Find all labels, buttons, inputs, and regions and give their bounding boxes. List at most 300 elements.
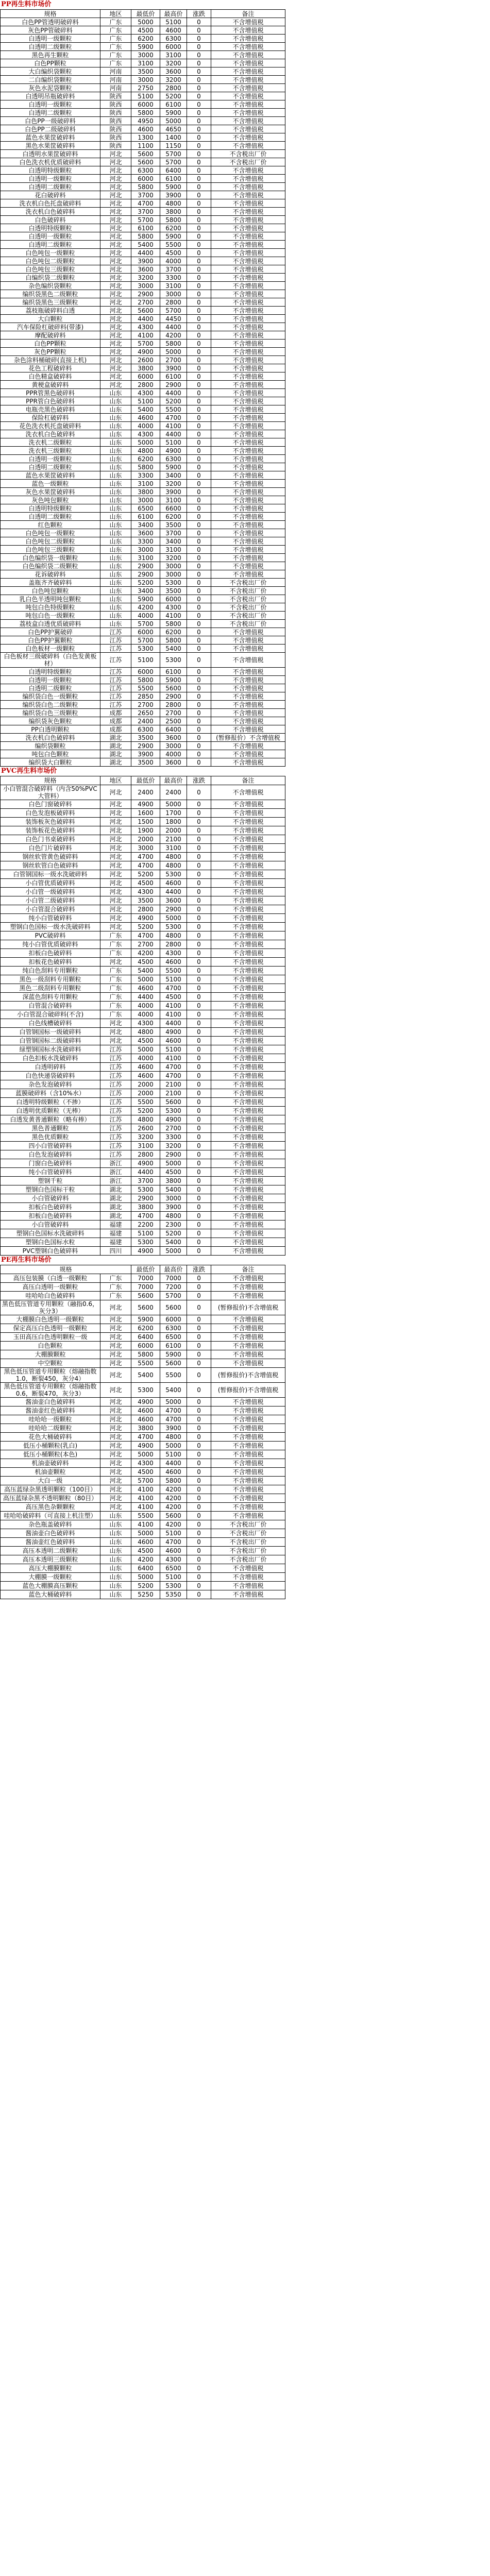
pp-cell: 0 [187,529,211,537]
pvc-cell: 0 [187,785,211,800]
pp-cell: 0 [187,628,211,636]
pp-cell: 二白编织袋颗粒 [1,76,100,84]
pp-cell: 5500 [160,405,187,414]
pp-cell: 0 [187,463,211,471]
pe-cell: 不含增值税 [211,1450,285,1459]
pp-cell: 山东 [100,546,131,554]
pvc-cell: 广东 [100,967,131,975]
pe-cell: 不含增值税 [211,1415,285,1424]
pp-table-row [1,587,285,595]
pvc-cell: 0 [187,923,211,931]
pp-cell: 0 [187,422,211,430]
pvc-cell: 0 [187,861,211,870]
pe-cell: 5100 [160,1450,187,1459]
pvc-table-row [1,949,285,958]
pp-table-row [1,579,285,587]
pe-cell: 5000 [160,1398,187,1406]
pvc-cell: 小白管混合破碎料(不含) [1,1010,100,1019]
pp-cell: 洗衣机白色破碎料 [1,208,100,216]
pp-cell: 河北 [100,331,131,340]
pp-cell: 4400 [160,389,187,397]
pp-cell: 黑色再生颗粒 [1,51,100,59]
pvc-table-row [1,1115,285,1124]
pvc-cell: 不含增值税 [211,1089,285,1098]
pe-table-body [1,1274,285,1599]
pe-section-title: PE再生料市场价 [1,1256,52,1264]
pp-table-row [1,455,285,463]
pvc-cell: 四川 [100,1247,131,1256]
pp-cell: 大白颗粒 [1,315,100,323]
pp-cell: 3200 [131,274,160,282]
pp-cell: 河北 [100,348,131,356]
pvc-cell: 不含增值税 [211,1019,285,1028]
pp-cell: 4000 [131,422,160,430]
pe-table-row [1,1529,285,1538]
pp-cell: 白色编织袋二级颗粒 [1,562,100,570]
pp-cell: 河北 [100,183,131,191]
pvc-cell: 河北 [100,835,131,844]
pvc-cell: 0 [187,870,211,879]
pvc-cell: 0 [187,1133,211,1142]
pvc-cell: 白色扣板水洗破碎料 [1,1054,100,1063]
pp-cell: 灰色PP颗粒 [1,348,100,356]
pp-cell: 3300 [160,274,187,282]
pvc-cell: 不含增值税 [211,896,285,905]
pp-cell: 河北 [100,191,131,199]
pp-cell: 山东 [100,529,131,537]
pp-cell: 4400 [160,323,187,331]
pe-cell: 山东 [100,1582,131,1590]
pp-cell: 0 [187,405,211,414]
pp-cell: 0 [187,603,211,612]
pvc-cell: 3300 [160,1133,187,1142]
pp-table-row [1,43,285,51]
pe-cell: 5300 [160,1582,187,1590]
pp-cell: 0 [187,290,211,298]
pp-cell: 不含增值税 [211,668,285,676]
pp-cell: 黑色水果筐破碎料 [1,142,100,150]
pvc-cell: 不含增值税 [211,1247,285,1256]
pp-cell: 河北 [100,232,131,241]
pp-cell: 河北 [100,290,131,298]
pp-cell: 河北 [100,364,131,372]
pe-table-row [1,1424,285,1433]
pe-cell: 5900 [131,1315,160,1324]
pvc-table-row [1,1177,285,1185]
pvc-cell: 白色门书桌破碎料 [1,835,100,844]
pp-cell: 0 [187,35,211,43]
pp-cell: 6300 [160,455,187,463]
pvc-cell: 3500 [131,896,160,905]
pp-cell: 5800 [160,620,187,628]
pe-cell: 4900 [131,1398,160,1406]
pe-table-row [1,1383,285,1398]
pvc-header-cell: 最低价 [131,776,160,785]
pp-cell: 3000 [131,51,160,59]
pvc-cell: 0 [187,1054,211,1063]
pp-cell: 山东 [100,463,131,471]
pp-cell: 0 [187,150,211,158]
pp-cell: 4300 [160,603,187,612]
pe-cell: 哇哈哈二级颗粒 [1,1424,100,1433]
pp-table-row [1,340,285,348]
pvc-table-row [1,809,285,818]
pp-cell: 陕西 [100,100,131,109]
pvc-cell: 0 [187,949,211,958]
pp-cell: 不含增值税 [211,438,285,447]
pvc-cell: 0 [187,1212,211,1221]
pvc-cell: 广东 [100,993,131,1002]
pp-cell: 不含增值税 [211,529,285,537]
pp-cell: 5700 [160,307,187,315]
pp-table-row [1,513,285,521]
pvc-cell: 不含增值税 [211,835,285,844]
pp-cell: 3700 [160,529,187,537]
pe-cell: 5200 [131,1582,160,1590]
pp-cell: 4600 [160,26,187,35]
pe-cell: 不含增值税 [211,1590,285,1599]
pp-cell: 0 [187,562,211,570]
pp-cell: 不含增值税 [211,290,285,298]
pe-table-row [1,1538,285,1547]
pp-cell: 0 [187,717,211,725]
pp-cell: 4000 [131,612,160,620]
pe-cell: 山东 [100,1590,131,1599]
pvc-cell: 4000 [131,1054,160,1063]
pvc-table-row [1,870,285,879]
pp-cell: 不含增值税 [211,232,285,241]
pvc-table-row [1,940,285,949]
pe-cell: 不含增值税 [211,1564,285,1573]
pe-cell: 4700 [160,1406,187,1415]
pe-cell: 河北 [100,1433,131,1442]
pp-cell: 2900 [160,692,187,701]
pvc-cell: 塑钢白色国标干粒 [1,1185,100,1194]
pvc-cell: 白色快递袋破碎料 [1,1072,100,1080]
pp-cell: 5100 [131,653,160,668]
pvc-cell: 5400 [131,967,160,975]
pp-table-row [1,307,285,315]
pe-header-cell: 规格 [1,1265,131,1274]
pp-cell: 不含增值税 [211,676,285,684]
pp-table-row [1,734,285,742]
pe-cell: 0 [187,1590,211,1599]
pvc-cell: 不含增值税 [211,818,285,826]
pvc-cell: 3100 [160,844,187,853]
pvc-cell: 5200 [131,870,160,879]
pp-cell: 3500 [131,734,160,742]
pp-cell: 3600 [160,758,187,767]
pp-cell: 白色PP一级破碎料 [1,117,100,125]
pvc-cell: 扣板花色破碎料 [1,958,100,967]
pp-cell: 陕西 [100,142,131,150]
pe-cell: 广东 [100,1274,131,1283]
pp-cell: 花诉破碎料 [1,570,100,579]
pe-cell: 山东 [100,1573,131,1582]
pp-cell: 0 [187,709,211,717]
pvc-cell: 河北 [100,1019,131,1028]
pe-table-row [1,1433,285,1442]
pp-cell: 不含增值税 [211,323,285,331]
pvc-cell: 河北 [100,809,131,818]
pe-cell: 不含税出厂价 [211,1547,285,1555]
pe-cell: 不含增值税 [211,1433,285,1442]
pvc-cell: 5000 [160,1159,187,1168]
pe-cell: 0 [187,1494,211,1503]
pp-cell: 不含增值税 [211,554,285,562]
pp-table-row [1,488,285,496]
pvc-cell: 江苏 [100,1107,131,1115]
pvc-cell: 不含增值税 [211,1107,285,1115]
pvc-cell: 4500 [160,1168,187,1177]
pp-cell: 2850 [131,692,160,701]
pp-cell: 0 [187,265,211,274]
pp-cell: 0 [187,158,211,166]
pe-cell: 0 [187,1582,211,1590]
pp-cell: 2800 [160,701,187,709]
pvc-cell: 5100 [131,1229,160,1238]
pvc-cell: 河北 [100,1028,131,1037]
pp-cell: 白透明二级颗粒 [1,43,100,51]
pvc-table-row [1,975,285,984]
pe-table-row [1,1274,285,1283]
pvc-header-row [1,776,285,785]
pp-table-row [1,521,285,529]
pp-cell: 江苏 [100,701,131,709]
pvc-cell: 5200 [131,923,160,931]
pe-cell: 黑色低压管道专用颗粒（熔融指数1.0，断裂450，灰分4） [1,1368,100,1383]
pvc-cell: 不含增值税 [211,1072,285,1080]
pvc-cell: 0 [187,1045,211,1054]
pp-cell: 6100 [160,668,187,676]
pvc-cell: 黑色普通颗粒 [1,1124,100,1133]
pp-cell: 不含增值税 [211,340,285,348]
pe-cell: 不含增值税 [211,1292,285,1300]
pvc-cell: 0 [187,1194,211,1203]
pvc-cell: 湖北 [100,1212,131,1221]
pp-cell: 5700 [160,158,187,166]
pp-cell: 编织袋黑色三级颗粒 [1,298,100,307]
pp-cell: 不含增值税 [211,100,285,109]
pp-cell: 5700 [131,636,160,645]
pp-cell: 河北 [100,175,131,183]
pp-cell: 白色PP颗粒 [1,59,100,67]
pp-cell: 河北 [100,381,131,389]
pp-cell: 2900 [131,742,160,750]
pvc-cell: 4900 [131,800,160,809]
pp-cell: 6000 [131,372,160,381]
pe-table-row [1,1555,285,1564]
pp-table-row [1,84,285,92]
pp-cell: 0 [187,323,211,331]
pp-cell: 白色PP颗粒 [1,340,100,348]
pp-cell: 不含税出厂价 [211,158,285,166]
pe-cell: 河北 [100,1424,131,1433]
pp-cell: 不含增值税 [211,480,285,488]
pp-cell: 不含增值税 [211,521,285,529]
pvc-cell: 福建 [100,1238,131,1247]
pp-cell: 0 [187,521,211,529]
pp-cell: 6000 [131,628,160,636]
pp-table-row [1,628,285,636]
pp-cell: 4200 [131,603,160,612]
pp-table-row [1,158,285,166]
pvc-cell: 不含增值税 [211,1133,285,1142]
pe-table-row [1,1300,285,1315]
pe-cell: 4700 [160,1538,187,1547]
pe-table-row [1,1450,285,1459]
pp-cell: 0 [187,504,211,513]
pp-cell: 1100 [131,142,160,150]
pvc-cell: 4800 [160,861,187,870]
pe-cell: 0 [187,1424,211,1433]
pp-cell: 白透明二级颗粒 [1,109,100,117]
pp-table-row [1,372,285,381]
pp-cell: 白透明一级颗粒 [1,35,100,43]
pp-cell: 0 [187,513,211,521]
pe-cell: 河北 [100,1485,131,1494]
pp-cell: 白色PP护翼颗粒 [1,636,100,645]
pvc-cell: 0 [187,1185,211,1194]
pp-cell: 山东 [100,570,131,579]
pp-header-cell: 涨跌 [187,10,211,18]
pe-cell: (暂修报价)不含增值税 [211,1383,285,1398]
pvc-cell: 不含增值税 [211,1115,285,1124]
pp-cell: 4300 [131,389,160,397]
pp-cell: 不含增值税 [211,546,285,554]
pp-cell: 5300 [160,579,187,587]
pp-cell: 不含增值税 [211,570,285,579]
pvc-cell: 0 [187,1019,211,1028]
pvc-table-row [1,1028,285,1037]
pp-cell: 不含增值税 [211,191,285,199]
pvc-cell: 钢丝软管白色破碎料 [1,861,100,870]
pvc-cell: 3700 [131,1177,160,1185]
pp-table-row [1,76,285,84]
pp-cell: 花白破碎料 [1,191,100,199]
pp-cell: 0 [187,125,211,133]
pp-header-cell: 地区 [100,10,131,18]
pp-table-row [1,26,285,35]
pvc-cell: 不含增值税 [211,1142,285,1150]
pe-cell: 5600 [131,1292,160,1300]
pe-cell: 5600 [131,1300,160,1315]
pp-cell: 河北 [100,166,131,175]
pp-cell: 广东 [100,59,131,67]
pvc-header-cell: 最高价 [160,776,187,785]
pp-table-row [1,92,285,100]
pp-table-row [1,422,285,430]
pp-cell: 白色编织袋一级颗粒 [1,554,100,562]
pvc-cell: 4800 [160,853,187,861]
pp-cell: 5800 [160,216,187,224]
pp-cell: 摩配破碎料 [1,331,100,340]
pvc-table-row [1,1194,285,1203]
pe-cell: 高压蓝绿杂黑不透明颗粒（80目） [1,1494,100,1503]
pe-cell: 不含税出厂价 [211,1555,285,1564]
pp-cell: 0 [187,298,211,307]
pp-table-row [1,397,285,405]
pe-cell: 6400 [131,1333,160,1342]
pp-cell: 不含增值税 [211,18,285,26]
pe-cell: 4300 [160,1555,187,1564]
pvc-cell: 白色线槽破碎料 [1,1019,100,1028]
pp-cell: 0 [187,208,211,216]
pp-cell: 5900 [160,109,187,117]
pe-cell: 河北 [100,1477,131,1485]
pvc-cell: 江苏 [100,1063,131,1072]
pp-table-row [1,323,285,331]
pp-cell: 不含增值税 [211,117,285,125]
pvc-cell: 0 [187,853,211,861]
pp-table-row [1,224,285,232]
pe-cell: 河北 [100,1300,131,1315]
pvc-cell: 深蓝色刮料专用颗粒 [1,993,100,1002]
pp-table-row [1,381,285,389]
pp-cell: 不含增值税 [211,67,285,76]
pe-cell: 不含增值税 [211,1582,285,1590]
pe-cell: 0 [187,1512,211,1520]
pvc-cell: 5000 [131,975,160,984]
pe-cell: 酱油壶白色破碎料 [1,1398,100,1406]
pp-header-cell: 规格 [1,10,100,18]
pp-cell: 灰色水泥袋颗粒 [1,84,100,92]
pvc-cell: 江苏 [100,1080,131,1089]
pvc-table-row [1,1212,285,1221]
pe-cell: 河北 [100,1368,131,1383]
pp-cell: 2900 [131,290,160,298]
pp-cell: 4400 [131,249,160,257]
pp-cell: 不含增值税 [211,26,285,35]
pvc-cell: 河北 [100,826,131,835]
pp-cell: 不含增值税 [211,356,285,364]
pvc-cell: 4400 [131,993,160,1002]
pp-cell: 不含税出厂价 [211,150,285,158]
pvc-cell: 2000 [131,1089,160,1098]
pp-cell: 3000 [131,76,160,84]
pp-cell: 0 [187,579,211,587]
pvc-cell: 河北 [100,914,131,923]
pe-cell: 4600 [131,1538,160,1547]
pp-cell: 6200 [160,628,187,636]
pp-cell: 5200 [131,579,160,587]
pe-cell: 0 [187,1564,211,1573]
pp-cell: 5800 [131,232,160,241]
pp-cell: 不含增值税 [211,447,285,455]
pvc-table-row [1,1142,285,1150]
pvc-cell: 0 [187,1098,211,1107]
pvc-cell: 2100 [160,1089,187,1098]
pe-cell: 不含增值税 [211,1477,285,1485]
pe-cell: 4200 [160,1485,187,1494]
pvc-table-row [1,1185,285,1194]
pvc-cell: 0 [187,1221,211,1229]
pe-table-row [1,1582,285,1590]
pvc-cell: 杂色发泡破碎料 [1,1080,100,1089]
pe-cell: 低压小桶颗粒(乳白) [1,1442,100,1450]
pp-cell: 电瓶壳黑色破碎料 [1,405,100,414]
pp-cell: 灰色水果筐破碎料 [1,488,100,496]
pp-table-row [1,653,285,668]
pvc-cell: 不含增值税 [211,993,285,1002]
pp-cell: 山东 [100,562,131,570]
pp-cell: 河北 [100,150,131,158]
pvc-cell: 4700 [131,1212,160,1221]
pp-cell: 山东 [100,579,131,587]
pp-table-row [1,59,285,67]
pe-cell: 0 [187,1442,211,1450]
pvc-cell: 不含增值税 [211,1045,285,1054]
